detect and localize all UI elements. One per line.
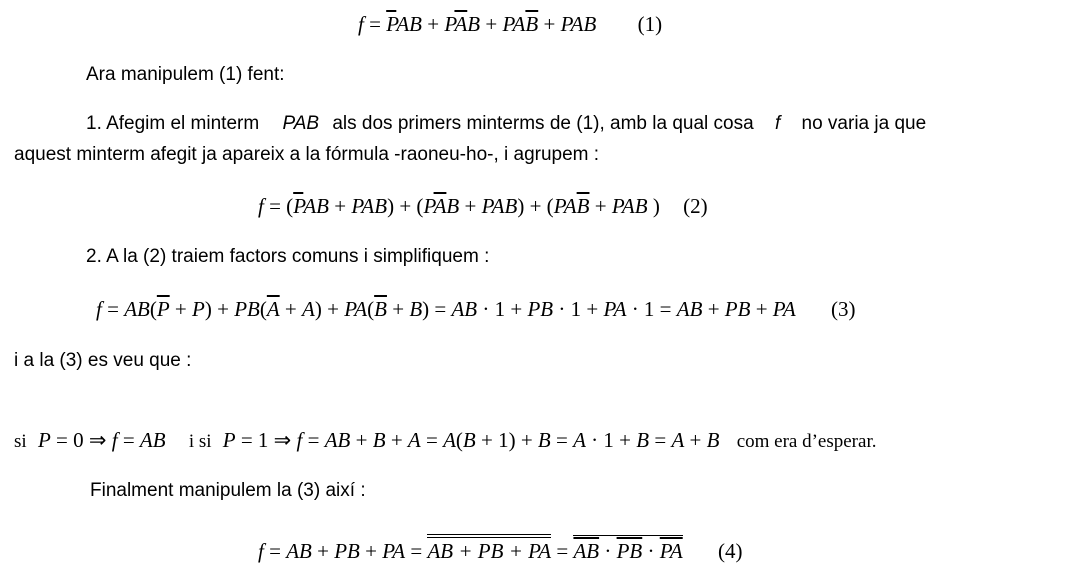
cases-line: si P = 0 ⇒ f = AB i si P = 1 ⇒ f = AB + B + A = A(B + 1) + B = A · 1 + B = A + B com era d’esperar.	[14, 428, 877, 452]
equation-3: $f = AB(\overline{P} + P) + PB(\overline{A} + A) + PA(\overline{B} + B)$ = AB · 1 + PB · 1 + PA · 1 = AB + PB + PA (3)	[96, 297, 856, 321]
double-negation-sum: AB + PB + PA	[427, 534, 551, 564]
equation-2: $f = (\overline{P}AB + PAB) + (P\overline{A}B + PAB) + (PA\overline{B}$ + PAB ) (2)	[258, 194, 708, 218]
equation-1: $f = \overline{P}AB + P\overline{A}B + PA\overline{B}$ + PAB (1)	[358, 12, 663, 36]
step-1-line-1: 1. Afegim el minterm PAB als dos primers minterms de (1), amb la qual cosa f no varia ja que	[86, 113, 927, 134]
step-1-line-2: aquest minterm afegit ja apareix a la fórmula -raoneu-ho-, i agrupem :	[14, 144, 600, 165]
equation-2-tag: (2)	[683, 194, 708, 218]
observe-text: i a la (3) es veu que :	[14, 350, 192, 371]
equation-3-tag: (3)	[830, 297, 856, 321]
final-text: Finalment manipulem la (3) així :	[90, 480, 366, 501]
step-2-text: 2. A la (2) traiem factors comuns i simplifiquem :	[86, 246, 490, 267]
equation-4-tag: (4)	[717, 539, 743, 563]
double-negation-product: $\overline{AB} \cdot \overline{PB} \cdot \overline{PA}$	[573, 535, 682, 564]
equation-4: f = AB + PB + PA = AB + PB + PA = $\overline{AB} \cdot \overline{PB} \cdot \overline{PA}$ (4)	[258, 534, 742, 564]
intro-text: Ara manipulem (1) fent:	[86, 64, 285, 85]
equation-1-tag: (1)	[637, 12, 663, 36]
